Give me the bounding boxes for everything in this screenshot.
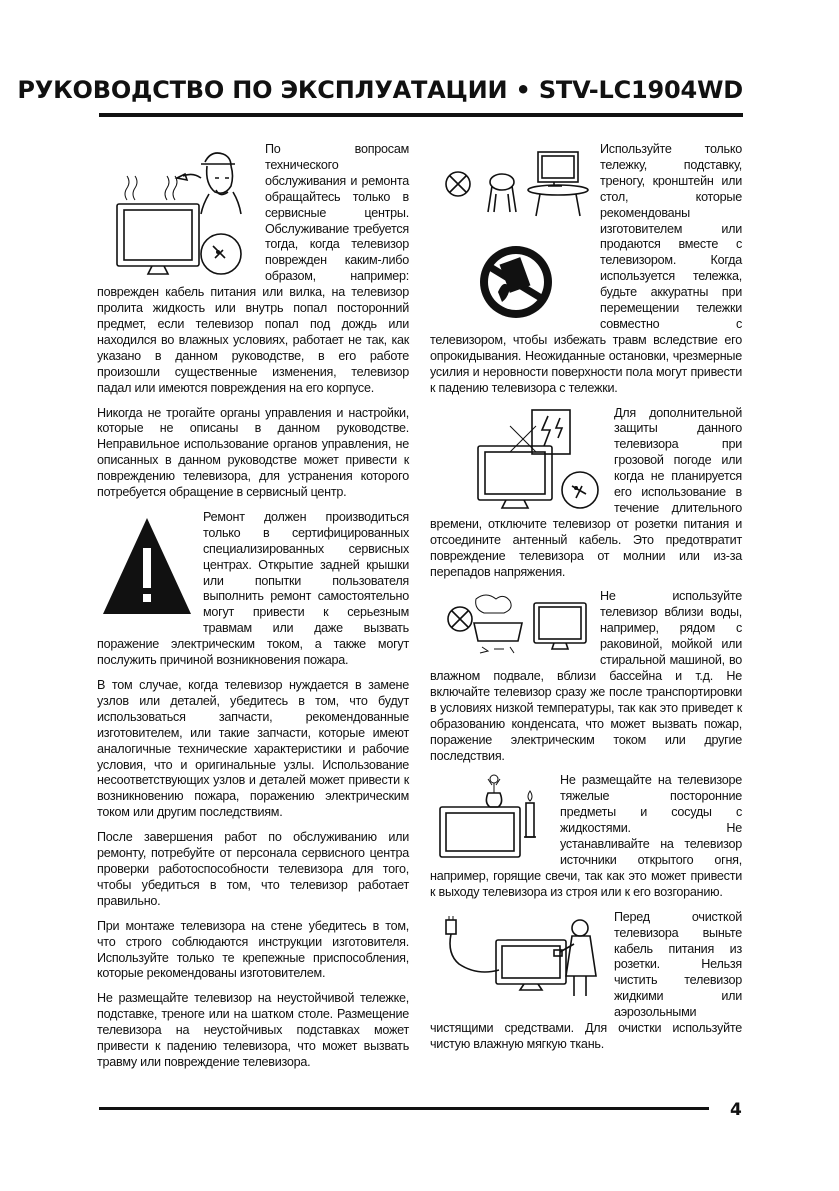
cleaning-illustration-icon — [430, 910, 608, 1010]
warning-triangle-icon — [97, 510, 197, 622]
paragraph-controls — [97, 406, 409, 501]
text-lightning: Для дополнительной защиты данного телевизора при грозовой погоде или когда не планируется его использование в течение длительного времени, отключите телевизор от розетки питания и отсоедините антенный кабель. Это предотвратит повреждение телевизора от молнии или из-за перепадов напряжения. — [430, 405, 742, 579]
objects-on-tv-illustration-icon — [430, 773, 554, 863]
paragraph-cleaning — [430, 910, 742, 1053]
page-number: 4 — [730, 1100, 742, 1120]
page-title: РУКОВОДСТВО ПО ЭКСПЛУАТАЦИИ • STV-LC1904WD — [17, 76, 743, 104]
text-after-service: После завершения работ по обслуживанию или ремонту, потребуйте от персонала сервисного центра проверки работоспособности телевизора для того, чтобы убедиться в том, что телевизор работает правильно. — [97, 830, 409, 908]
footer-rule — [99, 1107, 709, 1110]
paragraph-wall-mount — [97, 919, 409, 983]
paragraph-repair — [97, 510, 409, 669]
text-service: По вопросам технического обслуживания и ремонта обращайтесь только в сервисные центры. Обслуживание требуется тогда, когда телевизор поврежден каким-либо образом, например: поврежден кабель питания или вилка, на телевизор пролита жидкость или внутрь попал посторонний предмет, если телевизор попал под дождь или находился во влажных условиях, работает не так, как указано в данном руководстве, в его работе произошли существенные изменения, телевизор падал или имеются повреждения на его корпусе. — [97, 142, 409, 395]
text-wall-mount: При монтаже телевизора на стене убедитесь в том, что строго соблюдаются инструкции изготовителя. Используйте только те крепежные приспособления, которые рекомендованы изготовителем. — [97, 918, 409, 981]
paragraph-after-service — [97, 830, 409, 910]
text-controls: Никогда не трогайте органы управления и настройки, которые не описаны в данном руководстве. Неправильное использование органов управления, не описанных в данном руководстве может привести к повреждению телевизора, для устранения которого потребуется обращение в сервисный центр. — [97, 405, 409, 500]
paragraph-parts — [97, 678, 409, 821]
left-column — [97, 142, 409, 1080]
text-objects: Не размещайте на телевизоре тяжелые посторонние предметы и сосуды с жидкостями. Не устанавливайте на телевизор источники открытого огня, например, горящие свечи, так как это может привести к выходу телевизора из строя или к его возгоранию. — [430, 773, 742, 899]
text-water: Не используйте телевизор вблизи воды, например, рядом с раковиной, мойкой или стиральной машиной, во влажном подвале, вблизи бассейна и т.д. Не включайте телевизор сразу же после транспортировки в условиях низкой температуры, так как это приведет к образованию конденсата, что может вызвать пожар, поражение электрическим током или другие последствия. — [430, 589, 742, 763]
lightning-illustration-icon — [430, 406, 608, 516]
paragraph-objects — [430, 773, 742, 900]
paragraph-service — [97, 142, 409, 397]
service-illustration-icon — [97, 142, 259, 278]
header-rule — [99, 113, 743, 117]
text-unstable: Не размещайте телевизор на неустойчивой тележке, подставке, треноге или на шатком столе. Размещение телевизора на неустойчивых подставках может привести к падению телевизора, что может вызвать травму или повреждение телевизора. — [97, 991, 409, 1069]
paragraph-cart — [430, 142, 742, 397]
text-cleaning: Перед очисткой телевизора выньте кабель питания из розетки. Нельзя чистить телевизор жидкими или аэрозольными чистящими средствами. Для очистки используйте чистую влажную мягкую ткань. — [430, 909, 742, 1051]
text-parts: В том случае, когда телевизор нуждается в замене узлов или деталей, убедитесь в том, что будут использоваться запчасти, рекомендованные изготовителем, или такие запчасти, которые имеют аналогичные технические характеристики и рабочие условия, что и оригинальные узлы. Использование несоответствующих узлов и деталей может привести к возникновению пожара, поражению электрическим током или другим последствиям. — [97, 678, 409, 820]
paragraph-lightning — [430, 406, 742, 581]
paragraph-water — [430, 589, 742, 764]
text-repair: Ремонт должен производиться только в сертифицированных специализированных сервисных центрах. Открытие задней крышки или попытки пользователя выполнить ремонт самостоятельно могут привести к серьезным травмам или даже вызвать поражение электрическим током, а также могут послужить причиной возникновения пожара. — [97, 509, 409, 668]
text-cart: Используйте только тележку, подставку, треногу, кронштейн или стол, которые рекомендованы изготовителем или продаются вместе с телевизором. Когда используется тележка, будьте аккуратны при перемещении тележки совместно с телевизором, чтобы избежать травм вследствие его опрокидывания. Неожиданные остановки, чрезмерные усилия и неровности поверхности пола могут привести к падению телевизора с тележки. — [430, 142, 742, 395]
paragraph-unstable — [97, 991, 409, 1071]
water-illustration-icon — [430, 589, 594, 663]
cart-illustration-icon — [430, 142, 594, 322]
right-column — [430, 142, 742, 1062]
